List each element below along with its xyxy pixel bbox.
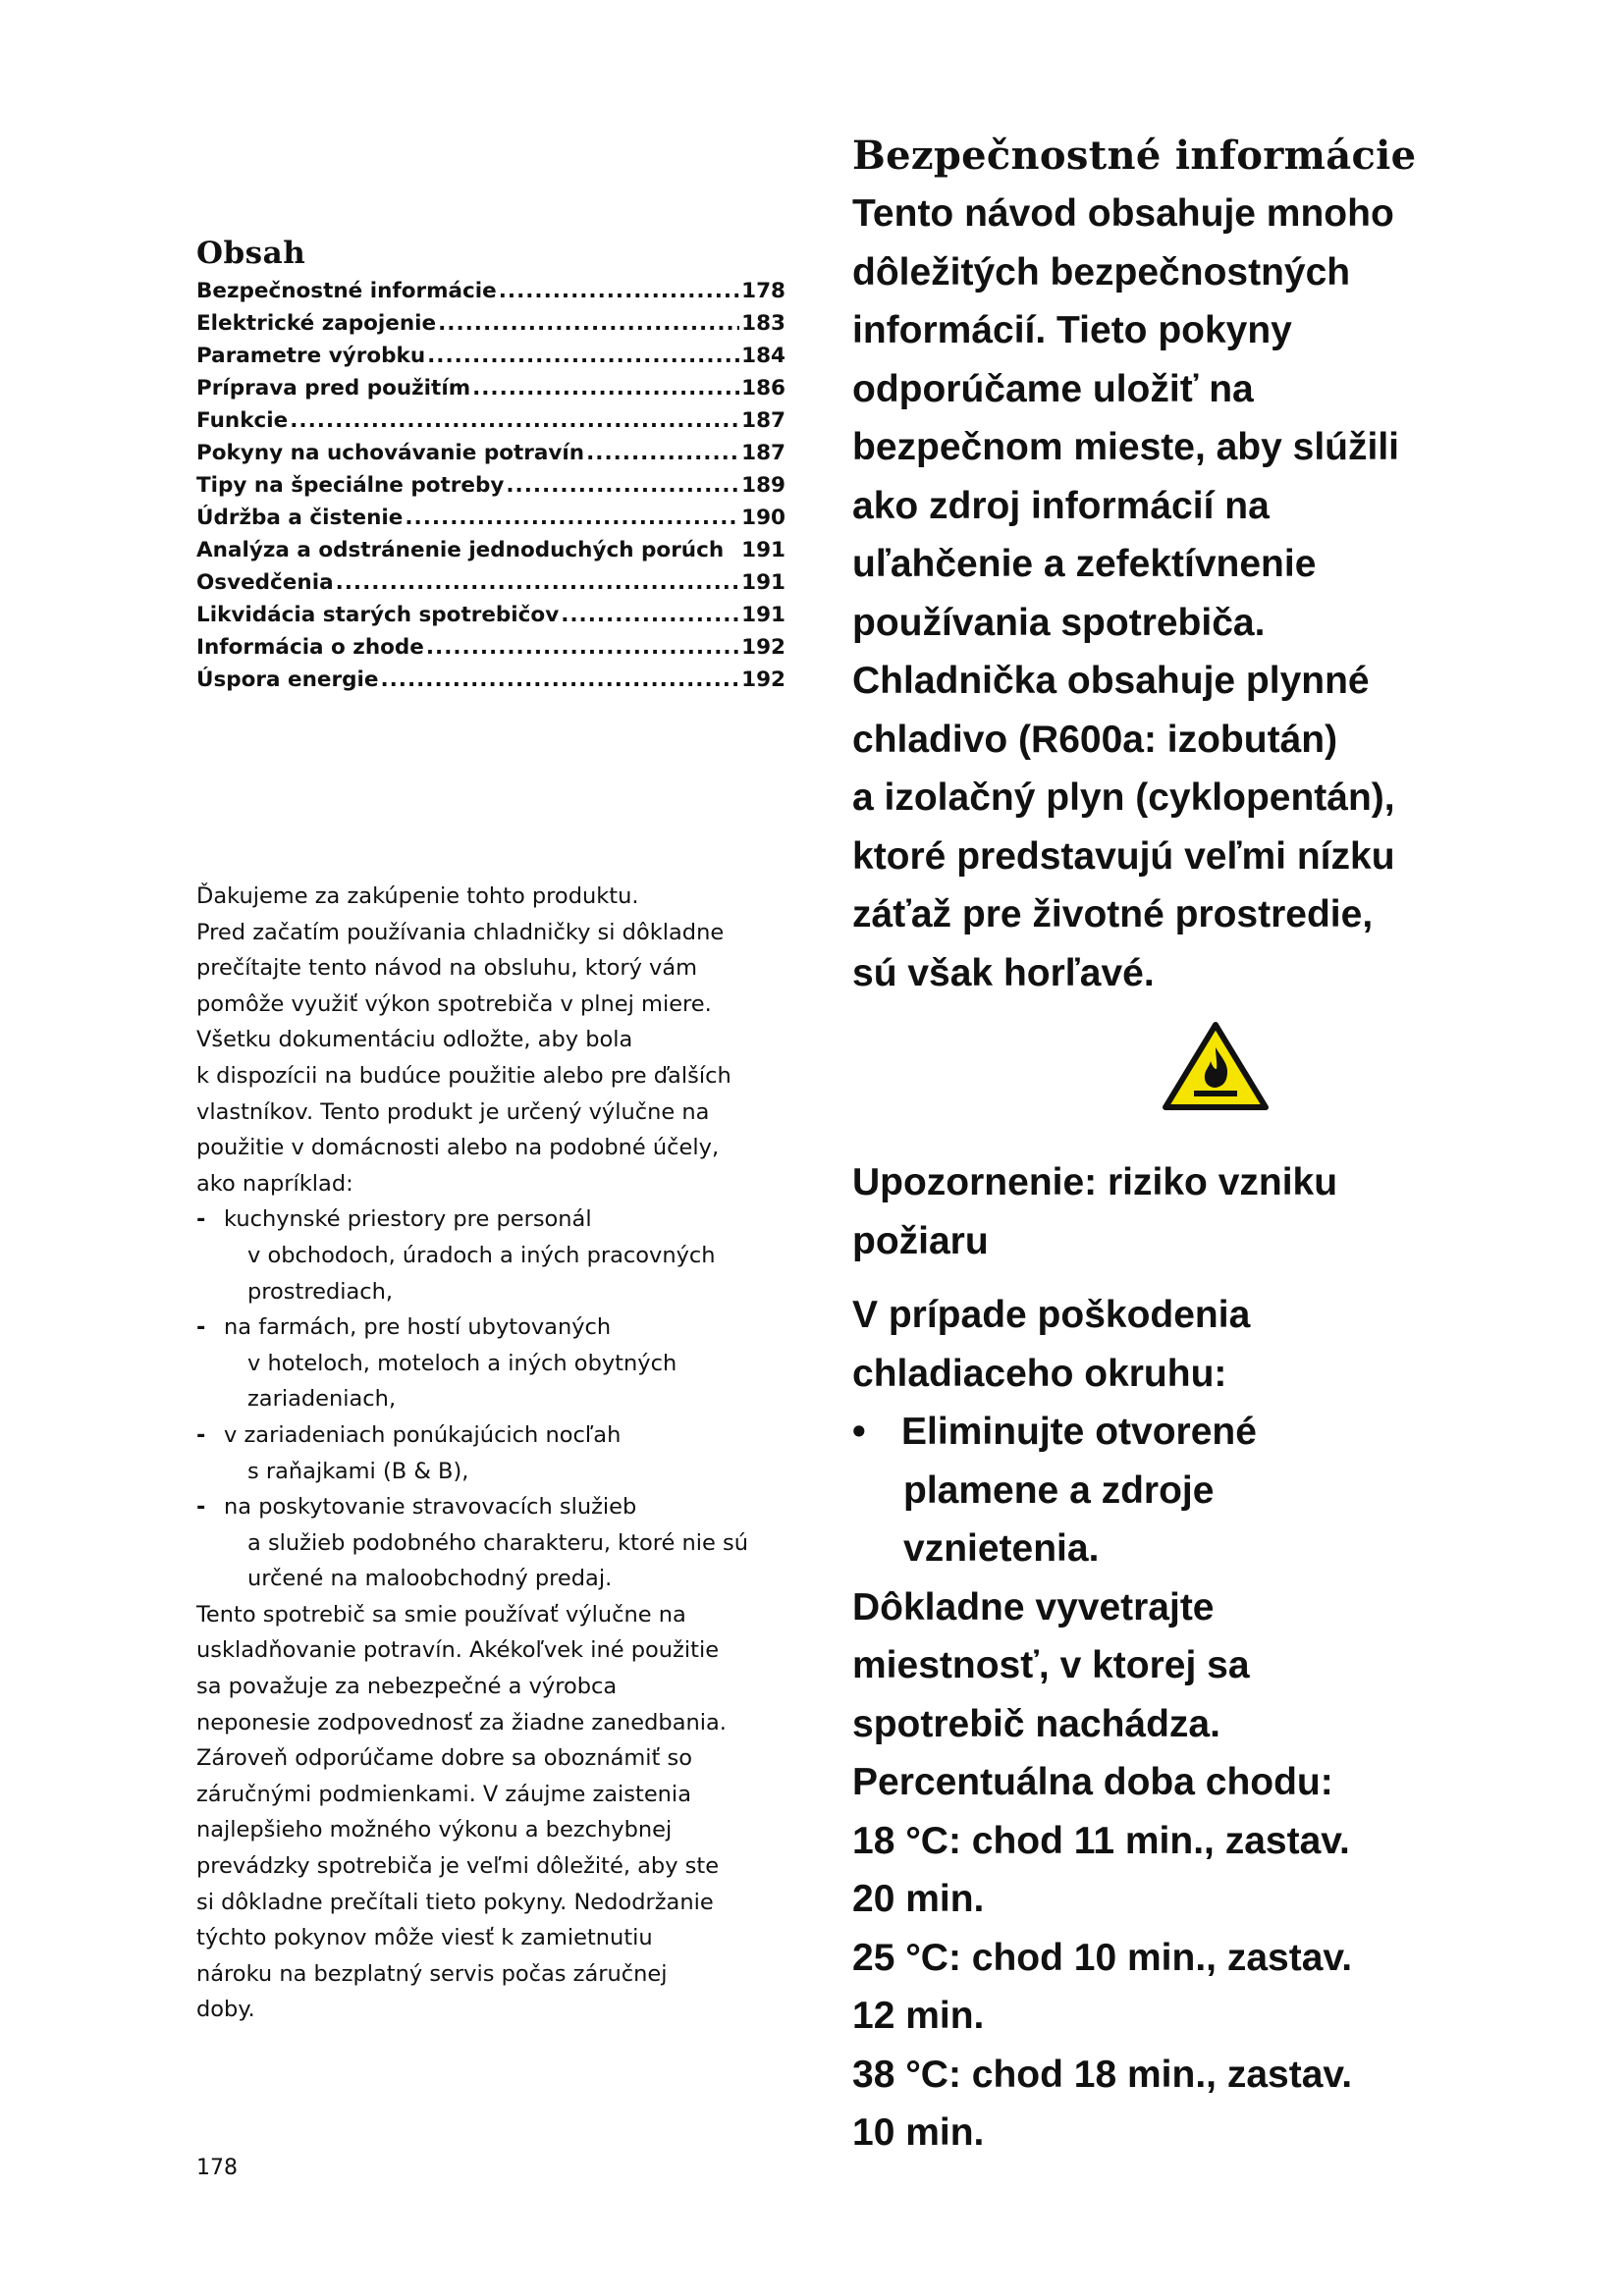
bullet-line: kuchynské priestory pre personál: [224, 1206, 592, 1233]
intro-line: ako napríklad:: [196, 1170, 353, 1197]
warning-sign-container: [852, 1020, 1579, 1128]
toc-item[interactable]: [196, 664, 785, 696]
toc-item-page: 191: [741, 538, 785, 562]
toc-item[interactable]: [196, 599, 785, 631]
safety-line: Tento návod obsahuje mnoho: [852, 192, 1394, 235]
bullet-line: vznietenia.: [903, 1527, 1100, 1570]
bullet-line: zariadeniach,: [247, 1386, 397, 1413]
usage-bullet: [196, 1309, 805, 1417]
safety-line: uľahčenie a zefektívnenie: [852, 543, 1317, 585]
damage-line: V prípade poškodenia: [852, 1294, 1251, 1336]
after-line: 18 °C: chod 11 min., zastav.: [852, 1819, 1350, 1862]
intro-line: záručnými podmienkami. V záujme zaistenia: [196, 1781, 691, 1807]
bullet-line: v hoteloch, moteloch a iných obytných: [247, 1350, 677, 1376]
safety-line: bezpečnom mieste, aby slúžili: [852, 426, 1400, 468]
bullet-line: s raňajkami (B & B),: [247, 1458, 469, 1484]
toc-leader: [427, 340, 739, 372]
toc-item[interactable]: [196, 437, 785, 469]
intro-line: pomôže využiť výkon spotrebiča v plnej miere.: [196, 990, 712, 1017]
safety-line: ako zdroj informácií na: [852, 484, 1270, 527]
bullet-line: Eliminujte otvorené: [901, 1411, 1257, 1453]
toc-leader: [472, 372, 739, 404]
bullet-line: na farmách, pre hostí ubytovaných: [224, 1314, 612, 1341]
after-line: 38 °C: chod 18 min., zastav.: [852, 2053, 1353, 2096]
toc-leader: [336, 566, 740, 599]
intro-line: neponesie zodpovednosť za žiadne zanedbania.: [196, 1709, 727, 1735]
safety-line: záťaž pre životné prostredie,: [852, 893, 1374, 935]
damage-line: chladiaceho okruhu:: [852, 1352, 1227, 1395]
toc-item[interactable]: [196, 502, 785, 534]
bullet-line: určené na maloobchodný predaj.: [247, 1566, 613, 1592]
toc-item-page: 187: [741, 441, 785, 465]
safety-line: sú však horľavé.: [852, 951, 1155, 994]
toc-item-label: Príprava pred použitím: [196, 376, 471, 400]
toc-item-page: 191: [741, 570, 785, 595]
toc-item-label: Likvidácia starých spotrebičov: [196, 603, 560, 627]
toc-item-page: 183: [741, 311, 785, 336]
intro-line: Ďakujeme za zakúpenie tohto produktu.: [196, 883, 639, 909]
toc-item-page: 189: [741, 473, 785, 498]
safety-line: Chladnička obsahuje plynné: [852, 660, 1370, 702]
toc-item-label: Úspora energie: [196, 667, 379, 692]
safety-line: a izolačný plyn (cyklopentán),: [852, 776, 1395, 819]
toc-item-page: 184: [741, 344, 785, 368]
safety-line: používania spotrebiča.: [852, 601, 1266, 644]
safety-line: chladivo (R600a: izobután): [852, 718, 1338, 761]
intro-line: Zároveň odporúčame dobre sa oboznámiť so: [196, 1745, 693, 1772]
after-line: Dôkladne vyvetrajte: [852, 1585, 1215, 1629]
bullet-line: na poskytovanie stravovacích služieb: [224, 1494, 637, 1521]
safety-line: ktoré predstavujú veľmi nízku: [852, 834, 1395, 878]
intro-line: Pred začatím používania chladničky si dôkladne: [196, 919, 725, 945]
bullet-line: v zariadeniach ponúkajúcich nocľah: [224, 1421, 622, 1448]
bullet-dash: -: [196, 1206, 206, 1233]
intro-line: nároku na bezplatný servis počas záručnej: [196, 1960, 668, 1987]
after-line: miestnosť, v ktorej sa: [852, 1644, 1250, 1686]
safety-title: Bezpečnostné informácie: [852, 133, 1417, 179]
toc-leader: [561, 599, 739, 631]
toc-item[interactable]: [196, 404, 785, 437]
toc-item-page: 178: [741, 279, 785, 303]
intro-line: vlastníkov. Tento produkt je určený výlučne na: [196, 1098, 710, 1125]
intro-line: sa považuje za nebezpečné a výrobca: [196, 1674, 618, 1700]
toc-item[interactable]: [196, 566, 785, 599]
toc-item-label: Pokyny na uchovávanie potravín: [196, 441, 585, 465]
toc-leader: [506, 469, 739, 502]
intro-line: použitie v domácnosti alebo na podobné účely,: [196, 1135, 720, 1161]
toc-item-page: 187: [741, 408, 785, 433]
toc-item[interactable]: [196, 307, 785, 340]
page-number: 178: [196, 2156, 238, 2180]
intro-line: uskladňovanie potravín. Akékoľvek iné použitie: [196, 1637, 720, 1664]
toc-item[interactable]: [196, 275, 785, 307]
usage-bullet: [196, 1489, 805, 1597]
after-line: Percentuálna doba chodu:: [852, 1761, 1333, 1803]
usage-bullet: [196, 1201, 805, 1309]
intro-line: doby.: [196, 1997, 255, 2023]
safety-line: odporúčame uložiť na: [852, 367, 1254, 410]
toc-item[interactable]: [196, 469, 785, 502]
toc-item-label: Osvedčenia: [196, 570, 334, 595]
toc-leader: [380, 664, 739, 696]
after-line: 20 min.: [852, 1878, 985, 1920]
bullet-dash: -: [196, 1494, 206, 1521]
toc-item[interactable]: [196, 340, 785, 372]
usage-bullet: [196, 1417, 805, 1489]
toc-item-label: Parametre výrobku: [196, 344, 426, 368]
toc-leader: [499, 275, 739, 307]
intro-line: prevádzky spotrebiča je veľmi dôležité, aby ste: [196, 1853, 720, 1880]
safety-line: informácií. Tieto pokyny: [852, 309, 1292, 351]
toc-leader: [290, 404, 739, 437]
toc-item[interactable]: [196, 534, 785, 566]
toc-leader: [426, 631, 739, 664]
after-line: 12 min.: [852, 1995, 985, 2037]
toc-item-label: Elektrické zapojenie: [196, 311, 437, 336]
eliminate-bullet: [852, 1403, 1579, 1462]
after-line: 10 min.: [852, 2111, 985, 2154]
toc-item-label: Funkcie: [196, 408, 289, 433]
toc-item-label: Bezpečnostné informácie: [196, 279, 497, 303]
toc-list: [196, 275, 785, 696]
intro-text: [196, 879, 805, 2028]
safety-line: dôležitých bezpečnostných: [852, 250, 1351, 294]
toc-item[interactable]: [196, 631, 785, 664]
intro-line: týchto pokynov môže viesť k zamietnutiu: [196, 1925, 653, 1951]
after-line: 25 °C: chod 10 min., zastav.: [852, 1936, 1353, 1979]
toc-item-page: 191: [741, 603, 785, 627]
safety-section: [852, 128, 1579, 2163]
intro-line: si dôkladne prečítali tieto pokyny. Nedodržanie: [196, 1889, 714, 1915]
bullet-line: plamene a zdroje: [903, 1468, 1215, 1512]
intro-line: najlepšieho možného výkonu a bezchybnej: [196, 1817, 673, 1843]
toc-item-page: 186: [741, 376, 785, 400]
intro-line: Všetku dokumentáciu odložte, aby bola: [196, 1027, 633, 1053]
bullet-line: prostrediach,: [247, 1278, 394, 1305]
intro-line: Tento spotrebič sa smie používať výlučne na: [196, 1601, 686, 1628]
toc-leader: [405, 502, 739, 534]
toc-leader: [438, 307, 739, 340]
bullet-line: v obchodoch, úradoch a iných pracovných: [247, 1242, 716, 1268]
bullet-dash: -: [196, 1314, 206, 1341]
bullet-line: a služieb podobného charakteru, ktoré nie sú: [247, 1529, 748, 1556]
toc-item-label: Informácia o zhode: [196, 635, 424, 660]
toc-leader: [586, 437, 739, 469]
bullet-dot: •: [852, 1411, 866, 1453]
flammable-warning-icon: [1162, 1020, 1270, 1112]
intro-line: k dispozícii na budúce použitie alebo pre ďalších: [196, 1062, 731, 1089]
after-line: spotrebič nachádza.: [852, 1702, 1220, 1745]
toc-section: [196, 236, 785, 696]
warning-line: Upozornenie: riziko vzniku: [852, 1161, 1338, 1203]
toc-item-label: Údržba a čistenie: [196, 506, 404, 530]
intro-line: prečítajte tento návod na obsluhu, ktorý vám: [196, 955, 698, 982]
toc-item[interactable]: [196, 372, 785, 404]
toc-item-page: 192: [741, 635, 785, 660]
warning-line: požiaru: [852, 1219, 989, 1262]
toc-item-label: Analýza a odstránenie jednoduchých porúch: [196, 538, 725, 562]
toc-item-page: 190: [741, 506, 785, 530]
toc-item-label: Tipy na špeciálne potreby: [196, 473, 505, 498]
bullet-dash: -: [196, 1421, 206, 1448]
toc-item-page: 192: [741, 667, 785, 692]
toc-title: Obsah: [196, 236, 306, 271]
